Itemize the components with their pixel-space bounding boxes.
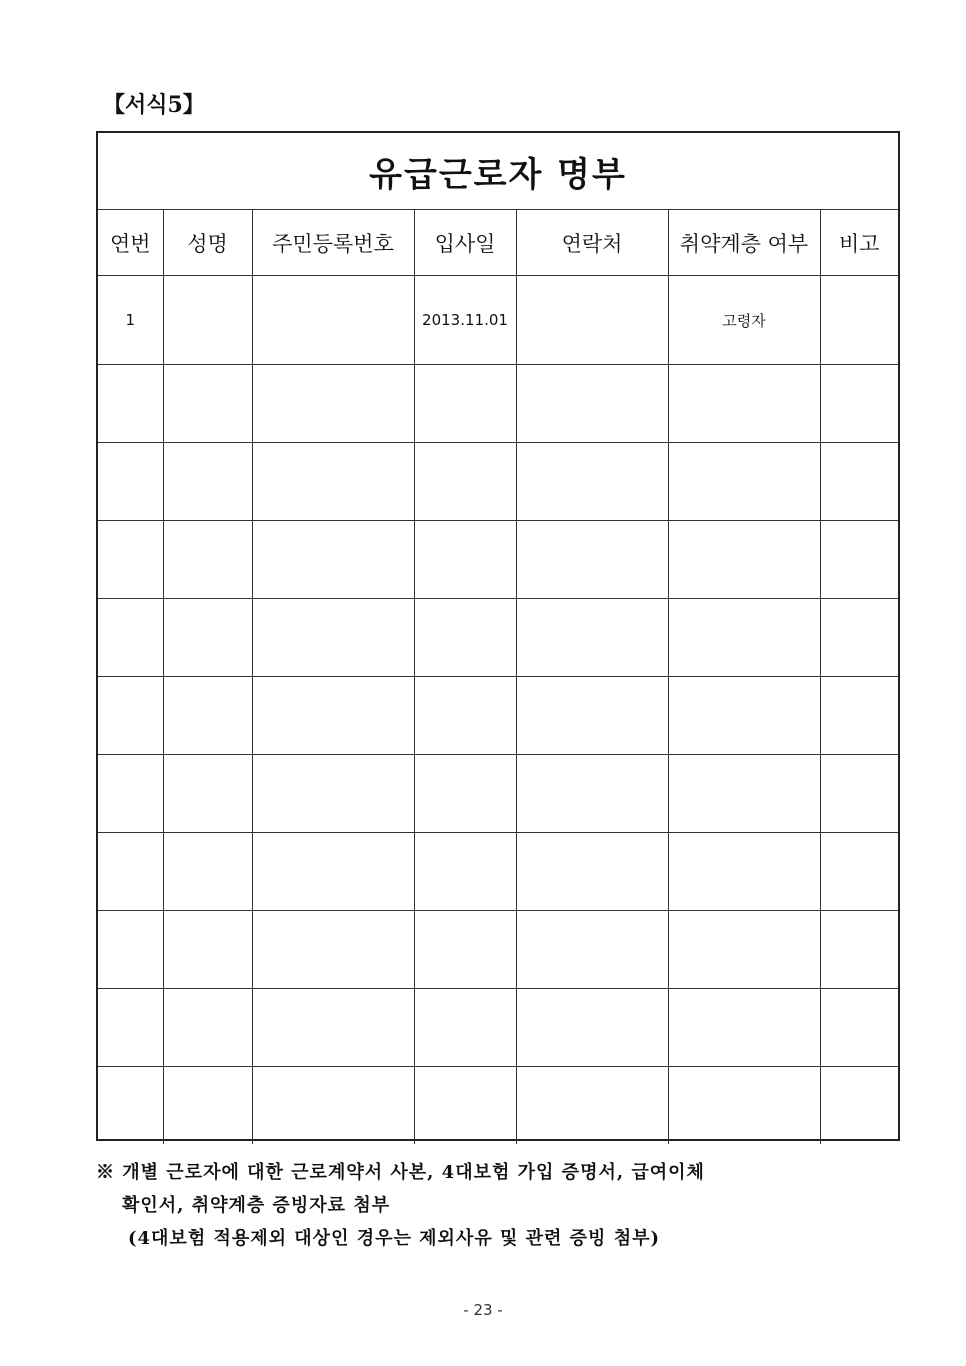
cell-contact: [516, 911, 668, 989]
cell-resident-id: [252, 755, 414, 833]
cell-serial: [98, 677, 163, 755]
roster-title: 유급근로자 명부: [369, 154, 627, 195]
cell-name: [163, 989, 252, 1067]
cell-remarks: [820, 677, 898, 755]
cell-resident-id: [252, 443, 414, 521]
table-row: [98, 1067, 898, 1145]
cell-remarks: [820, 755, 898, 833]
cell-contact: [516, 755, 668, 833]
cell-resident-id: [252, 599, 414, 677]
cell-serial: [98, 443, 163, 521]
cell-serial: [98, 365, 163, 443]
cell-hire-date: [414, 599, 516, 677]
cell-hire-date: 2013.11.01: [414, 276, 516, 365]
cell-remarks: [820, 989, 898, 1067]
page-number: - 23 -: [463, 1301, 503, 1319]
cell-contact: [516, 365, 668, 443]
note-line-3: (4대보험 적용제외 대상인 경우는 제외사유 및 관련 증빙 첨부): [128, 1228, 660, 1249]
table-row: [98, 989, 898, 1067]
cell-resident-id: [252, 276, 414, 365]
column-header-vulnerable-group: 취약계층 여부: [668, 210, 820, 276]
cell-remarks: [820, 521, 898, 599]
cell-contact: [516, 443, 668, 521]
cell-vulnerable-group: [668, 521, 820, 599]
cell-resident-id: [252, 677, 414, 755]
cell-serial: [98, 1067, 163, 1145]
roster-grid: [98, 210, 898, 1144]
cell-vulnerable-group: [668, 1067, 820, 1145]
cell-remarks: [820, 911, 898, 989]
table-row: [98, 443, 898, 521]
cell-name: [163, 599, 252, 677]
cell-remarks: [820, 1067, 898, 1145]
cell-contact: [516, 677, 668, 755]
cell-remarks: [820, 365, 898, 443]
cell-vulnerable-group: [668, 911, 820, 989]
cell-hire-date: [414, 989, 516, 1067]
cell-contact: [516, 599, 668, 677]
table-row: [98, 755, 898, 833]
cell-name: [163, 833, 252, 911]
cell-hire-date: [414, 443, 516, 521]
cell-remarks: [820, 599, 898, 677]
cell-resident-id: [252, 1067, 414, 1145]
cell-resident-id: [252, 833, 414, 911]
cell-contact: [516, 989, 668, 1067]
cell-hire-date: [414, 911, 516, 989]
column-header-serial: 연번: [98, 210, 163, 276]
cell-hire-date: [414, 1067, 516, 1145]
cell-vulnerable-group: [668, 755, 820, 833]
cell-contact: [516, 276, 668, 365]
cell-resident-id: [252, 365, 414, 443]
table-row: [98, 365, 898, 443]
column-header-remarks: 비고: [820, 210, 898, 276]
cell-remarks: [820, 443, 898, 521]
roster-title-row: [98, 133, 898, 210]
cell-hire-date: [414, 677, 516, 755]
attachment-note: [96, 1156, 916, 1255]
cell-resident-id: [252, 521, 414, 599]
cell-name: [163, 1067, 252, 1145]
cell-name: [163, 521, 252, 599]
cell-serial: [98, 989, 163, 1067]
column-header-contact: 연락처: [516, 210, 668, 276]
cell-hire-date: [414, 365, 516, 443]
cell-name: [163, 755, 252, 833]
form-label: 【서식5】: [103, 92, 205, 118]
cell-vulnerable-group: [668, 443, 820, 521]
table-row: [98, 521, 898, 599]
table-row: [98, 911, 898, 989]
table-row: [98, 833, 898, 911]
cell-vulnerable-group: [668, 599, 820, 677]
cell-name: [163, 443, 252, 521]
cell-vulnerable-group: [668, 989, 820, 1067]
cell-name: [163, 276, 252, 365]
employee-roster-table: [96, 131, 900, 1141]
cell-vulnerable-group: [668, 833, 820, 911]
cell-contact: [516, 521, 668, 599]
cell-serial: [98, 755, 163, 833]
cell-serial: [98, 911, 163, 989]
cell-hire-date: [414, 833, 516, 911]
column-header-hire-date: 입사일: [414, 210, 516, 276]
note-line-1: ※ 개별 근로자에 대한 근로계약서 사본, 4대보험 가입 증명서, 급여이체: [96, 1162, 705, 1183]
cell-vulnerable-group: [668, 677, 820, 755]
table-row: [98, 677, 898, 755]
column-header-name: 성명: [163, 210, 252, 276]
cell-serial: [98, 599, 163, 677]
cell-serial: [98, 833, 163, 911]
cell-remarks: [820, 833, 898, 911]
cell-name: [163, 911, 252, 989]
table-row: [98, 599, 898, 677]
cell-hire-date: [414, 521, 516, 599]
cell-remarks: [820, 276, 898, 365]
cell-vulnerable-group: 고령자: [668, 276, 820, 365]
cell-serial: [98, 521, 163, 599]
cell-contact: [516, 833, 668, 911]
header-row: [98, 210, 898, 276]
column-header-resident-id: 주민등록번호: [252, 210, 414, 276]
cell-resident-id: [252, 989, 414, 1067]
table-row: [98, 276, 898, 365]
cell-serial: 1: [98, 276, 163, 365]
cell-name: [163, 365, 252, 443]
cell-name: [163, 677, 252, 755]
note-line-2: 확인서, 취약계층 증빙자료 첨부: [122, 1195, 391, 1216]
cell-vulnerable-group: [668, 365, 820, 443]
cell-contact: [516, 1067, 668, 1145]
cell-resident-id: [252, 911, 414, 989]
cell-hire-date: [414, 755, 516, 833]
